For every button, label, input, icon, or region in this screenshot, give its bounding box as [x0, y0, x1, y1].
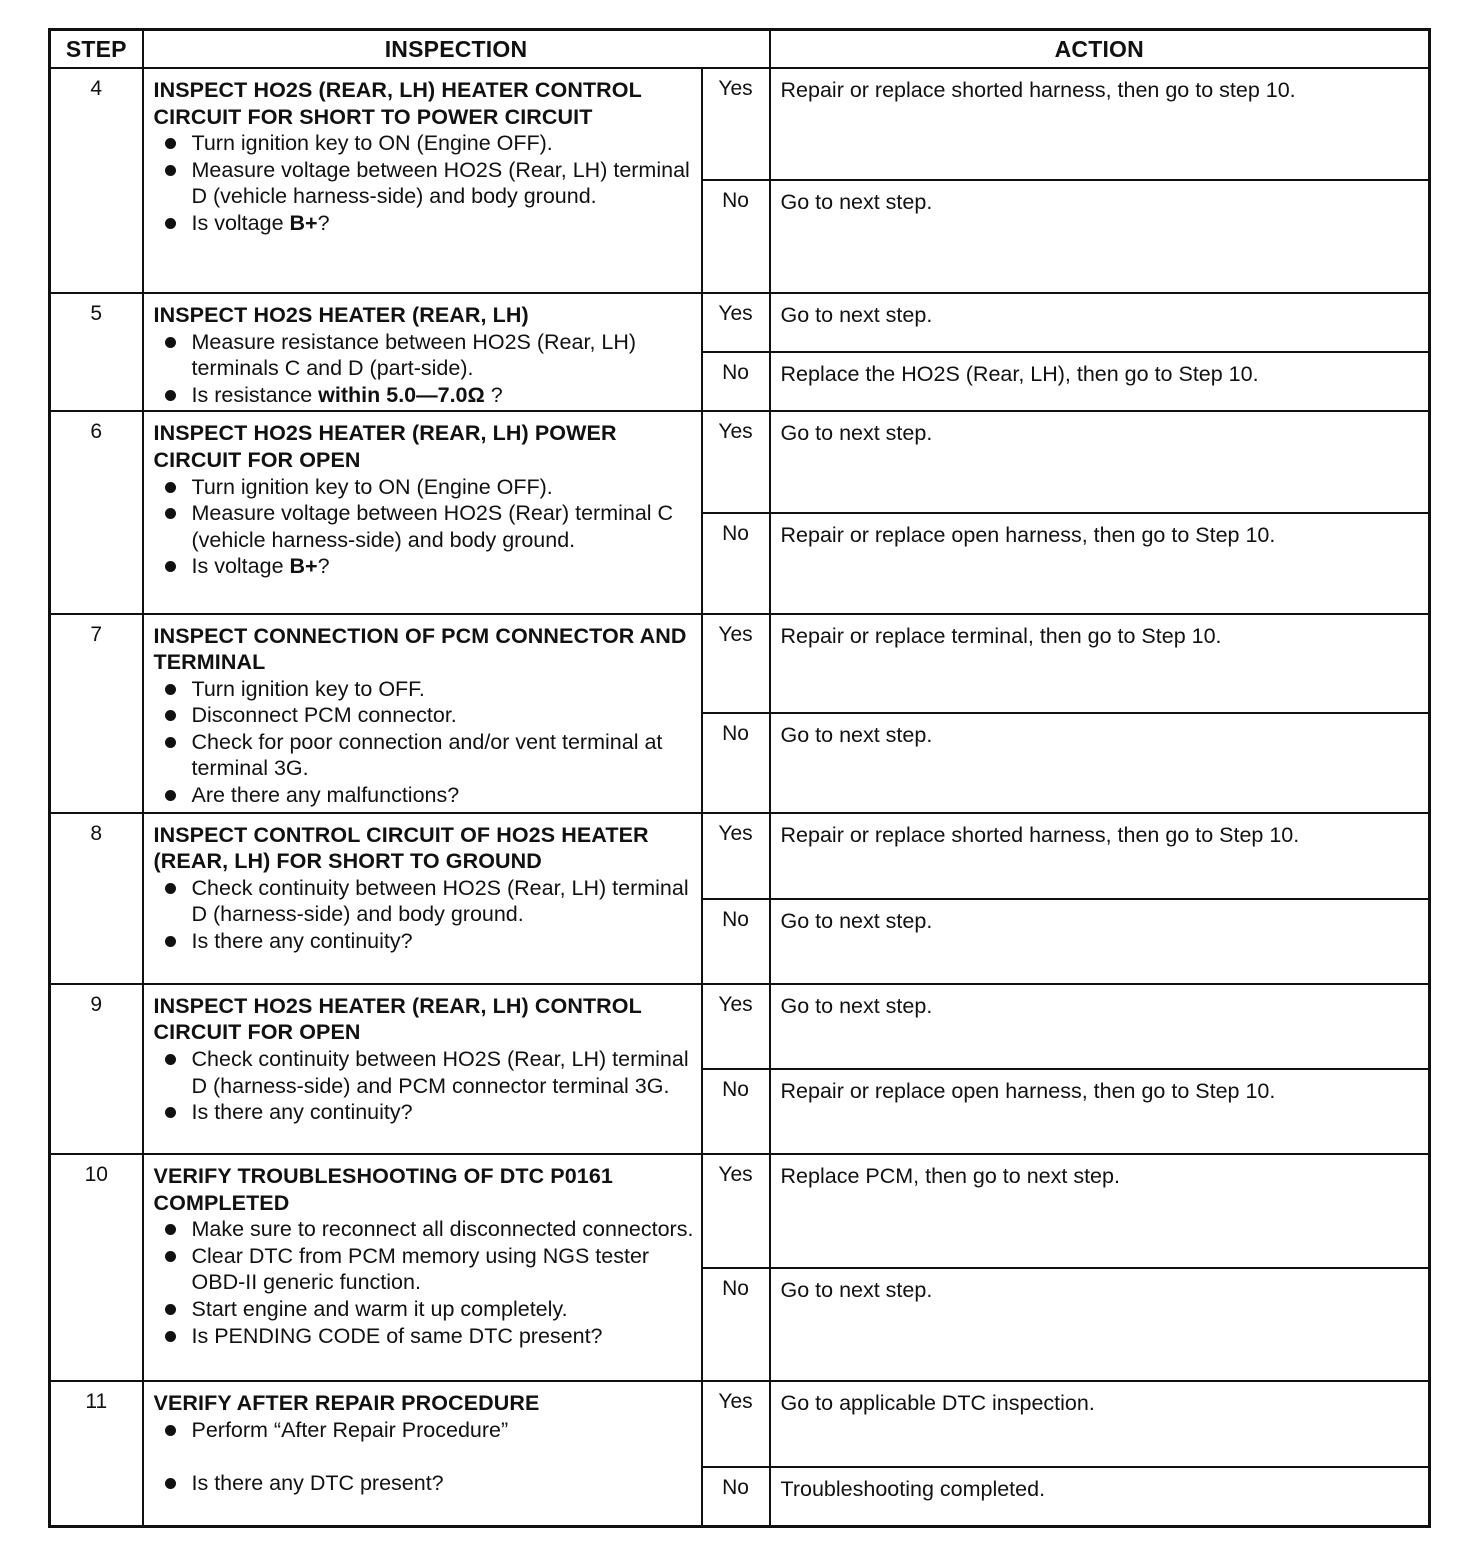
- checklist-item-text: Start engine and warm it up completely.: [191, 1296, 568, 1321]
- checklist-item-spec: B+: [289, 554, 318, 579]
- checklist-item: [154, 1216, 695, 1243]
- no-action: Go to next step.: [770, 713, 1430, 813]
- yes-action: Replace PCM, then go to next step.: [770, 1154, 1430, 1268]
- checklist-item-text: Turn ignition key to OFF.: [191, 676, 425, 701]
- checklist-item: [154, 729, 695, 782]
- checklist-item: [154, 1243, 695, 1296]
- no-label: No: [702, 180, 770, 293]
- checklist-item: [154, 157, 695, 210]
- yes-action: Go to next step.: [770, 293, 1430, 352]
- checklist-item: [154, 500, 695, 553]
- checklist-item: [154, 702, 695, 729]
- inspection-cell: [143, 614, 702, 813]
- troubleshooting-table: [48, 28, 1431, 1528]
- checklist-item: [154, 782, 695, 809]
- table-row: [50, 813, 1430, 899]
- inspection-checklist: [154, 474, 695, 580]
- yes-label: Yes: [702, 411, 770, 513]
- step-number: 9: [50, 984, 143, 1154]
- inspection-cell: [143, 813, 702, 984]
- yes-label: Yes: [702, 813, 770, 899]
- inspection-title: INSPECT HO2S HEATER (REAR, LH) CONTROL CIRCUIT FOR OPEN: [153, 993, 642, 1045]
- inspection-checklist: [154, 329, 695, 409]
- no-label: No: [702, 513, 770, 613]
- checklist-item-text: Measure voltage between HO2S (Rear, LH) terminal D (vehicle harness-side) and body ground.: [191, 157, 690, 209]
- inspection-title: VERIFY AFTER REPAIR PROCEDURE: [153, 1391, 540, 1416]
- no-action: Go to next step.: [770, 1268, 1430, 1381]
- table-body: [50, 68, 1430, 1527]
- inspection-cell: [143, 411, 702, 613]
- step-number: 10: [50, 1154, 143, 1381]
- inspection-cell: [143, 984, 702, 1154]
- no-action: Go to next step.: [770, 899, 1430, 984]
- inspection-column-header: INSPECTION: [143, 30, 770, 69]
- no-action: Repair or replace open harness, then go to Step 10.: [770, 513, 1430, 613]
- action-column-header: ACTION: [770, 30, 1430, 69]
- checklist-item: [154, 1046, 695, 1099]
- table-row: [50, 984, 1430, 1069]
- yes-label: Yes: [702, 984, 770, 1069]
- inspection-title: INSPECT HO2S HEATER (REAR, LH): [153, 303, 529, 328]
- checklist-item-text: Make sure to reconnect all disconnected connectors.: [191, 1217, 694, 1242]
- checklist-item: [154, 474, 695, 501]
- inspection-checklist: [154, 1417, 695, 1497]
- checklist-item-text: Disconnect PCM connector.: [191, 703, 457, 728]
- yes-label: Yes: [702, 614, 770, 713]
- checklist-item-text: Check continuity between HO2S (Rear, LH) terminal D (harness-side) and body ground.: [191, 875, 689, 927]
- inspection-cell: [143, 68, 702, 293]
- table-row: [50, 1154, 1430, 1268]
- no-label: No: [702, 1069, 770, 1154]
- checklist-item-text: Is there any continuity?: [191, 929, 413, 954]
- inspection-cell: [143, 293, 702, 411]
- yes-label: Yes: [702, 293, 770, 352]
- inspection-title: INSPECT CONNECTION OF PCM CONNECTOR AND TERMINAL: [153, 623, 687, 675]
- checklist-item-text: Turn ignition key to ON (Engine OFF).: [191, 131, 553, 156]
- no-action: Go to next step.: [770, 180, 1430, 293]
- checklist-item: [154, 382, 695, 409]
- step-number: 8: [50, 813, 143, 984]
- checklist-item-text: Is there any continuity?: [191, 1100, 413, 1125]
- inspection-title: INSPECT CONTROL CIRCUIT OF HO2S HEATER (REAR, LH) FOR SHORT TO GROUND: [153, 822, 649, 874]
- no-label: No: [702, 899, 770, 984]
- checklist-item: [154, 1099, 695, 1126]
- inspection-title: INSPECT HO2S (REAR, LH) HEATER CONTROL CIRCUIT FOR SHORT TO POWER CIRCUIT: [153, 78, 642, 129]
- inspection-checklist: [154, 875, 695, 955]
- checklist-item-suffix: ?: [317, 554, 330, 579]
- checklist-item-text: Is voltage: [191, 554, 290, 579]
- checklist-item: [154, 130, 695, 157]
- checklist-item: [154, 676, 695, 703]
- checklist-spacer: [154, 1443, 695, 1470]
- yes-action: Repair or replace shorted harness, then go to Step 10.: [770, 813, 1430, 899]
- yes-label: Yes: [702, 1381, 770, 1467]
- checklist-item: [154, 553, 695, 580]
- checklist-item: [154, 1417, 695, 1444]
- no-label: No: [702, 352, 770, 411]
- step-number: 5: [50, 293, 143, 411]
- no-action: Troubleshooting completed.: [770, 1467, 1430, 1526]
- table-row: [50, 293, 1430, 352]
- checklist-item-text: Perform “After Repair Procedure”: [191, 1417, 509, 1442]
- inspection-checklist: [154, 1046, 695, 1126]
- checklist-item-spec: B+: [289, 210, 318, 235]
- step-column-header: STEP: [50, 30, 143, 69]
- inspection-checklist: [154, 1216, 695, 1349]
- checklist-item: [154, 1323, 695, 1350]
- checklist-item: [154, 210, 695, 237]
- table-header-row: [50, 30, 1430, 69]
- checklist-item: [154, 1470, 695, 1497]
- inspection-checklist: [154, 130, 695, 236]
- checklist-item: [154, 1296, 695, 1323]
- step-number: 7: [50, 614, 143, 813]
- checklist-item-suffix: ?: [317, 210, 330, 235]
- inspection-title: VERIFY TROUBLESHOOTING OF DTC P0161 COMPLETED: [153, 1164, 613, 1215]
- checklist-item-text: Turn ignition key to ON (Engine OFF).: [191, 474, 553, 499]
- checklist-item-text: Measure resistance between HO2S (Rear, LH) terminals C and D (part-side).: [191, 329, 637, 381]
- checklist-item-text: Is PENDING CODE of same DTC present?: [191, 1323, 603, 1348]
- yes-action: Go to next step.: [770, 411, 1430, 513]
- step-number: 11: [50, 1381, 143, 1526]
- checklist-item-spec: within 5.0—7.0Ω: [318, 383, 485, 407]
- checklist-item: [154, 928, 695, 955]
- yes-label: Yes: [702, 68, 770, 180]
- no-label: No: [702, 713, 770, 813]
- checklist-item-text: Is voltage: [191, 210, 290, 235]
- inspection-cell: [143, 1381, 702, 1526]
- no-label: No: [702, 1268, 770, 1381]
- checklist-item-suffix: ?: [484, 383, 503, 407]
- yes-label: Yes: [702, 1154, 770, 1268]
- checklist-item-text: Check continuity between HO2S (Rear, LH) terminal D (harness-side) and PCM connector terminal 3G.: [191, 1047, 689, 1098]
- checklist-item: [154, 875, 695, 928]
- checklist-item-text: Is resistance: [191, 383, 319, 407]
- table-row: [50, 411, 1430, 513]
- step-number: 4: [50, 68, 143, 293]
- checklist-item-text: Measure voltage between HO2S (Rear) terminal C (vehicle harness-side) and body ground.: [191, 501, 674, 552]
- checklist-item-text: Clear DTC from PCM memory using NGS tester OBD-II generic function.: [191, 1243, 650, 1295]
- checklist-item-text: Is there any DTC present?: [191, 1471, 444, 1495]
- table-row: [50, 68, 1430, 180]
- no-label: No: [702, 1467, 770, 1526]
- step-number: 6: [50, 411, 143, 613]
- inspection-checklist: [154, 676, 695, 809]
- checklist-item-text: Check for poor connection and/or vent terminal at terminal 3G.: [191, 729, 663, 781]
- checklist-item: [154, 329, 695, 382]
- checklist-item-text: Are there any malfunctions?: [191, 783, 460, 808]
- table-row: [50, 1381, 1430, 1467]
- table-row: [50, 614, 1430, 713]
- yes-action: Go to applicable DTC inspection.: [770, 1381, 1430, 1467]
- yes-action: Go to next step.: [770, 984, 1430, 1069]
- inspection-cell: [143, 1154, 702, 1381]
- no-action: Replace the HO2S (Rear, LH), then go to Step 10.: [770, 352, 1430, 411]
- yes-action: Repair or replace terminal, then go to Step 10.: [770, 614, 1430, 713]
- no-action: Repair or replace open harness, then go to Step 10.: [770, 1069, 1430, 1154]
- inspection-title: INSPECT HO2S HEATER (REAR, LH) POWER CIRCUIT FOR OPEN: [153, 421, 617, 472]
- yes-action: Repair or replace shorted harness, then go to step 10.: [770, 68, 1430, 180]
